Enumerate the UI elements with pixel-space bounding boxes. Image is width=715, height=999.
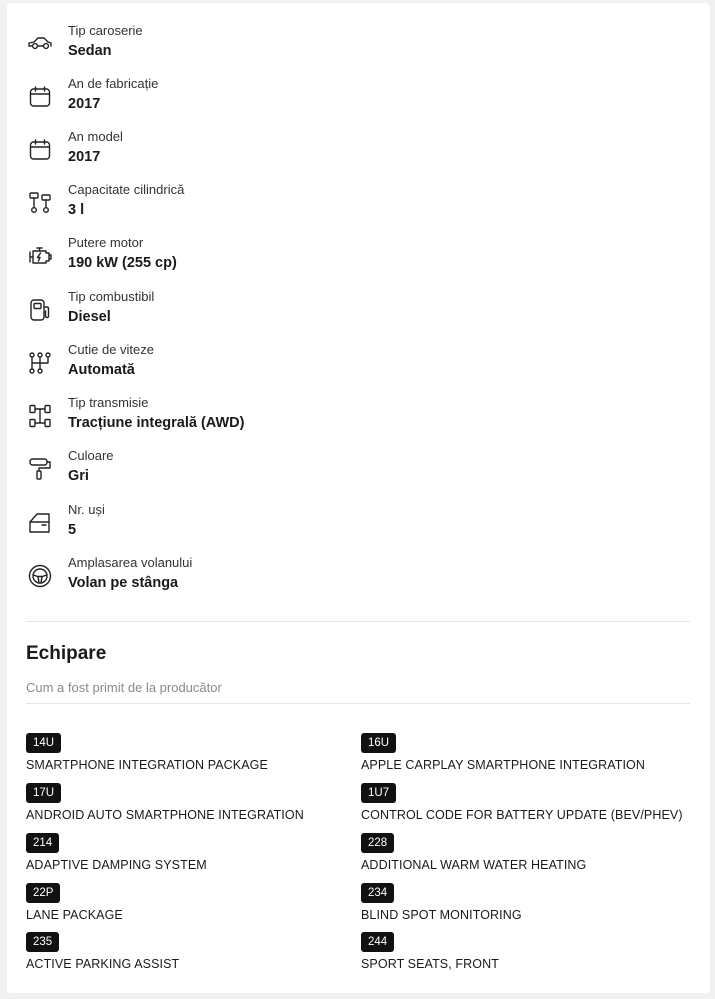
spec-value: Diesel [68,309,111,325]
spec-label: Putere motor [68,235,144,250]
spec-item-body-type [7,23,710,73]
equipment-item [361,932,691,978]
spec-value: 2017 [68,149,101,165]
spec-label: Amplasarea volanului [68,555,193,570]
equipment-code-badge: 14U [26,733,61,753]
spec-item-color [7,448,710,498]
spec-label: Tip transmisie [68,395,149,410]
equipment-name: CONTROL CODE FOR BATTERY UPDATE (BEV/PHEV) [361,808,683,822]
equipment-code-badge: 22P [26,883,60,903]
engine-icon [27,243,53,269]
equipment-name: LANE PACKAGE [26,908,123,922]
equipment-code-badge: 16U [361,733,396,753]
equipment-name: ANDROID AUTO SMARTPHONE INTEGRATION [26,808,304,822]
subtitle-divider [26,703,690,704]
drivetrain-icon [27,403,53,429]
equipment-item [26,883,356,929]
equipment-name: SMARTPHONE INTEGRATION PACKAGE [26,758,268,772]
fuel-pump-icon [27,297,53,323]
vehicle-details-card [7,3,710,993]
spec-label: Cutie de viteze [68,342,154,357]
spec-item-engine-capacity [7,182,710,232]
equipment-name: ADDITIONAL WARM WATER HEATING [361,858,587,872]
spec-label: An de fabricație [68,76,159,91]
spec-item-steering [7,555,710,605]
equipment-name: ADAPTIVE DAMPING SYSTEM [26,858,207,872]
equipment-code-badge: 228 [361,833,394,853]
spec-label: Tip combustibil [68,289,155,304]
spec-value: Sedan [68,43,112,59]
spec-value: Automată [68,362,135,378]
equipment-item [26,932,356,978]
spec-item-doors [7,502,710,552]
calendar-icon [27,137,53,163]
spec-item-manufacture-year [7,76,710,126]
spec-item-fuel-type [7,289,710,339]
spec-item-gearbox [7,342,710,392]
car-door-icon [27,510,53,536]
equipment-code-badge: 214 [26,833,59,853]
spec-item-drivetrain [7,395,710,445]
spec-item-model-year [7,129,710,179]
equipment-title: Echipare [26,643,107,664]
equipment-name: SPORT SEATS, FRONT [361,957,499,971]
spec-value: 190 kW (255 cp) [68,255,177,271]
calendar-icon [27,84,53,110]
equipment-code-badge: 17U [26,783,61,803]
equipment-item [361,733,691,779]
spec-label: Culoare [68,448,114,463]
spec-value: Tracțiune integrală (AWD) [68,415,245,431]
paint-roller-icon [27,456,53,482]
equipment-code-badge: 244 [361,932,394,952]
spec-value: 5 [68,522,77,538]
spec-label: An model [68,129,123,144]
equipment-item [361,833,691,879]
spec-value: Gri [68,468,89,484]
spec-value: 3 l [68,202,85,218]
spec-item-engine-power [7,235,710,285]
equipment-item [26,733,356,779]
equipment-name: ACTIVE PARKING ASSIST [26,957,180,971]
equipment-subtitle: Cum a fost primit de la producător [26,680,222,695]
equipment-item [361,783,691,829]
spec-label: Capacitate cilindrică [68,182,185,197]
section-divider [26,621,690,622]
equipment-item [26,833,356,879]
spec-value: Volan pe stânga [68,575,179,591]
equipment-code-badge: 235 [26,932,59,952]
equipment-code-badge: 234 [361,883,394,903]
steering-wheel-icon [27,563,53,589]
equipment-item [361,883,691,929]
spec-value: 2017 [68,96,101,112]
pistons-icon [27,190,53,216]
equipment-item [26,783,356,829]
spec-label: Tip caroserie [68,23,143,38]
car-body-icon [27,31,53,57]
spec-label: Nr. uși [68,502,105,517]
equipment-code-badge: 1U7 [361,783,396,803]
equipment-name: APPLE CARPLAY SMARTPHONE INTEGRATION [361,758,645,772]
equipment-name: BLIND SPOT MONITORING [361,908,522,922]
gearbox-icon [27,350,53,376]
